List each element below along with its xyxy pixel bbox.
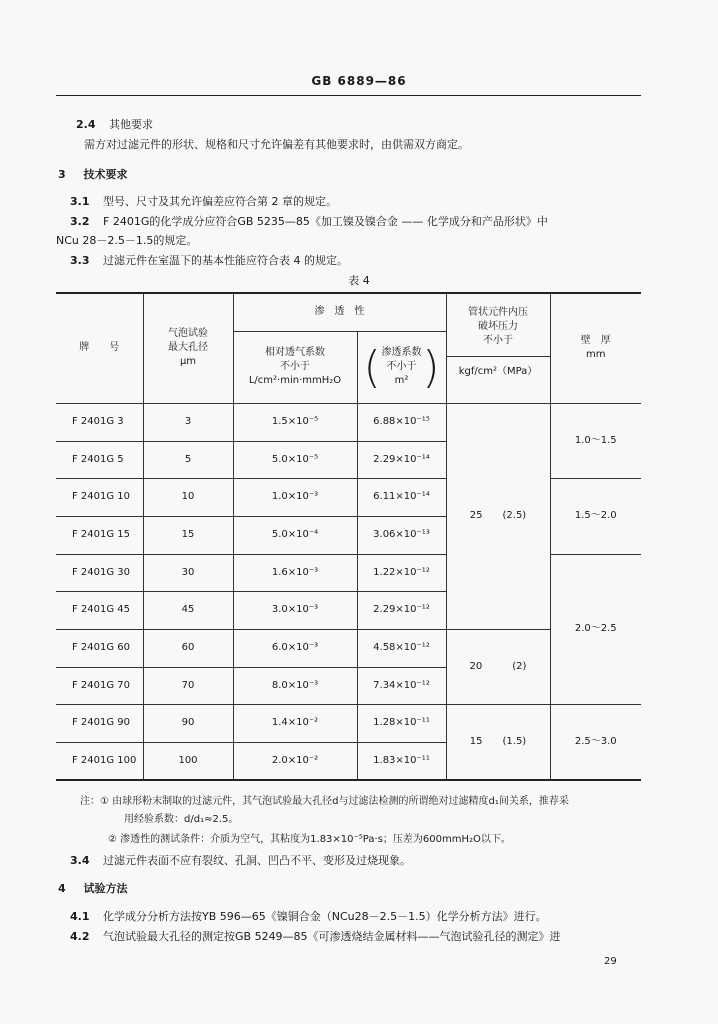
- cell-perm: 1.22×10⁻¹²: [357, 554, 446, 591]
- section-4-1: [70, 908, 547, 924]
- cell-pore: 60: [143, 629, 233, 667]
- section-2-4-heading: [76, 116, 153, 132]
- section-number: 4: [58, 882, 66, 895]
- section-number: 3.1: [70, 195, 90, 208]
- cell-grade: F 2401G 3: [56, 403, 143, 441]
- header-pressure-line1: 管状元件内压: [468, 307, 528, 318]
- section-title: 技术要求: [83, 168, 128, 181]
- header-rel-perm: [233, 331, 357, 403]
- header-pressure-unit: kgf/cm²（MPa）: [447, 356, 550, 379]
- cell-grade: F 2401G 70: [56, 667, 143, 704]
- note-2-text: 渗透性的测试条件：介质为空气，其粘度为1.83×10⁻⁵Pa·s；压差为600mmH₂O以下。: [120, 834, 511, 845]
- cell-pore: 3: [143, 403, 233, 441]
- section-number: 3.3: [70, 254, 90, 267]
- cell-pore: 70: [143, 667, 233, 704]
- note-1-line2: 用经验系数：d/d₁≈2.5。: [124, 814, 239, 825]
- header-wall-unit: mm: [586, 349, 606, 361]
- section-2-4-body: 需方对过滤元件的形状、规格和尺寸允许偏差有其他要求时，由供需双方商定。: [84, 138, 469, 151]
- header-rel-unit: L/cm²·min·mmH₂O: [248, 375, 342, 386]
- notes-label: 注：: [80, 796, 100, 807]
- cell-pore: 30: [143, 554, 233, 591]
- cell-rel: 3.0×10⁻³: [233, 591, 357, 629]
- cell-grade: F 2401G 15: [56, 516, 143, 554]
- table-row: [56, 478, 641, 516]
- cell-wall: 2.5～3.0: [550, 704, 641, 780]
- cell-perm: 6.11×10⁻¹⁴: [357, 478, 446, 516]
- page-number: 29: [604, 956, 617, 967]
- cell-perm: 1.28×10⁻¹¹: [357, 704, 446, 742]
- cell-wall: 1.5～2.0: [550, 478, 641, 554]
- cell-perm: 2.29×10⁻¹²: [357, 591, 446, 629]
- cell-pressure: 15 (1.5): [446, 704, 550, 780]
- section-3-heading: [58, 166, 128, 182]
- cell-rel: 1.0×10⁻³: [233, 478, 357, 516]
- cell-grade: F 2401G 60: [56, 629, 143, 667]
- cell-perm: 1.83×10⁻¹¹: [357, 742, 446, 780]
- cell-perm: 4.58×10⁻¹²: [357, 629, 446, 667]
- note-2: [108, 830, 511, 845]
- header-rule: [56, 95, 641, 96]
- cell-pore: 15: [143, 516, 233, 554]
- section-3-2-cont: NCu 28－2.5－1.5的规定。: [56, 234, 198, 247]
- cell-perm: 7.34×10⁻¹²: [357, 667, 446, 704]
- section-4-heading: [58, 880, 128, 896]
- header-pressure-line3: 不小于: [483, 335, 513, 346]
- cell-pressure: 25 (2.5): [446, 403, 550, 629]
- table-row: [56, 554, 641, 591]
- cell-rel: 1.4×10⁻²: [233, 704, 357, 742]
- header-perm-coef: [357, 331, 446, 403]
- section-body: 过滤元件在室温下的基本性能应符合表 4 的规定。: [103, 254, 348, 267]
- header-perm-line2: 不小于: [386, 361, 417, 372]
- cell-pore: 90: [143, 704, 233, 742]
- section-number: 4.1: [70, 910, 90, 923]
- header-permeability: 渗 透 性: [233, 293, 446, 331]
- section-number: 4.2: [70, 930, 90, 943]
- cell-perm: 3.06×10⁻¹³: [357, 516, 446, 554]
- cell-wall: 2.0～2.5: [550, 554, 641, 704]
- header-bubble: [143, 293, 233, 403]
- section-number: 3: [58, 168, 66, 181]
- section-body: 气泡试验最大孔径的测定按GB 5249—85《可渗透烧结金属材料——气泡试验孔径的测定》进: [103, 930, 561, 943]
- page-header: GB 6889—86: [311, 74, 407, 88]
- cell-grade: F 2401G 30: [56, 554, 143, 591]
- section-4-2: [70, 928, 561, 944]
- header-rel-line2: 不小于: [280, 361, 310, 372]
- header-rel-line1: 相对透气系数: [265, 347, 325, 358]
- table-caption: 表 4: [348, 274, 370, 287]
- section-body: 化学成分分析方法按YB 596—65《镍铜合金（NCu28－2.5－1.5）化学分析方法》进行。: [103, 910, 547, 923]
- section-3-1: [70, 193, 337, 209]
- header-grade: 牌 号: [56, 293, 143, 403]
- cell-rel: 8.0×10⁻³: [233, 667, 357, 704]
- section-body: 过滤元件表面不应有裂纹、孔洞、凹凸不平、变形及过烧现象。: [103, 854, 411, 867]
- note-2-mark: ②: [108, 834, 117, 845]
- cell-pore: 100: [143, 742, 233, 780]
- header-perm-unit: m²: [394, 375, 409, 386]
- cell-rel: 5.0×10⁻⁴: [233, 516, 357, 554]
- section-number: 2.4: [76, 118, 96, 131]
- section-title: 其他要求: [109, 118, 153, 131]
- section-3-3: [70, 252, 348, 268]
- table-4: [56, 292, 641, 781]
- left-paren-icon: (: [363, 342, 381, 393]
- header-bubble-line1: 气泡试验: [168, 328, 208, 340]
- cell-perm: 2.29×10⁻¹⁴: [357, 441, 446, 478]
- cell-grade: F 2401G 100: [56, 742, 143, 780]
- table-row: [56, 403, 641, 441]
- header-pressure-line2: 破坏压力: [478, 321, 518, 332]
- section-body: F 2401G的化学成分应符合GB 5235—85《加工镍及镍合金 —— 化学成分和产品形状》中: [103, 215, 548, 228]
- cell-perm: 6.88×10⁻¹⁵: [357, 403, 446, 441]
- header-bubble-line2: 最大孔径: [168, 342, 208, 354]
- right-paren-icon: ): [422, 342, 440, 393]
- header-wall-line1: 壁 厚: [580, 335, 611, 347]
- section-number: 3.2: [70, 215, 90, 228]
- header-wall: [550, 293, 641, 403]
- cell-rel: 1.6×10⁻³: [233, 554, 357, 591]
- cell-grade: F 2401G 90: [56, 704, 143, 742]
- header-pressure: [446, 293, 550, 403]
- cell-rel: 5.0×10⁻⁵: [233, 441, 357, 478]
- paren-group: [363, 342, 440, 393]
- section-title: 试验方法: [83, 882, 128, 895]
- section-3-4: [70, 852, 411, 868]
- header-perm-line1: 渗透系数: [381, 347, 422, 358]
- cell-pore: 10: [143, 478, 233, 516]
- section-body: 型号、尺寸及其允许偏差应符合第 2 章的规定。: [103, 195, 337, 208]
- cell-grade: F 2401G 10: [56, 478, 143, 516]
- header-bubble-unit: μm: [179, 356, 197, 368]
- note-1-line1: 由球形粉末制取的过滤元件，其气泡试验最大孔径d与过滤法检测的所谓绝对过滤精度d₁间关系，推荐采: [112, 796, 569, 807]
- cell-grade: F 2401G 45: [56, 591, 143, 629]
- cell-rel: 2.0×10⁻²: [233, 742, 357, 780]
- cell-pressure: 20 (2): [446, 629, 550, 704]
- note-1-mark: ①: [100, 796, 109, 807]
- section-number: 3.4: [70, 854, 90, 867]
- cell-wall: 1.0～1.5: [550, 403, 641, 478]
- cell-pore: 5: [143, 441, 233, 478]
- note-1: [80, 792, 569, 807]
- cell-rel: 1.5×10⁻⁵: [233, 403, 357, 441]
- section-3-2: [70, 213, 548, 229]
- table-row: [56, 704, 641, 742]
- cell-pore: 45: [143, 591, 233, 629]
- cell-rel: 6.0×10⁻³: [233, 629, 357, 667]
- cell-grade: F 2401G 5: [56, 441, 143, 478]
